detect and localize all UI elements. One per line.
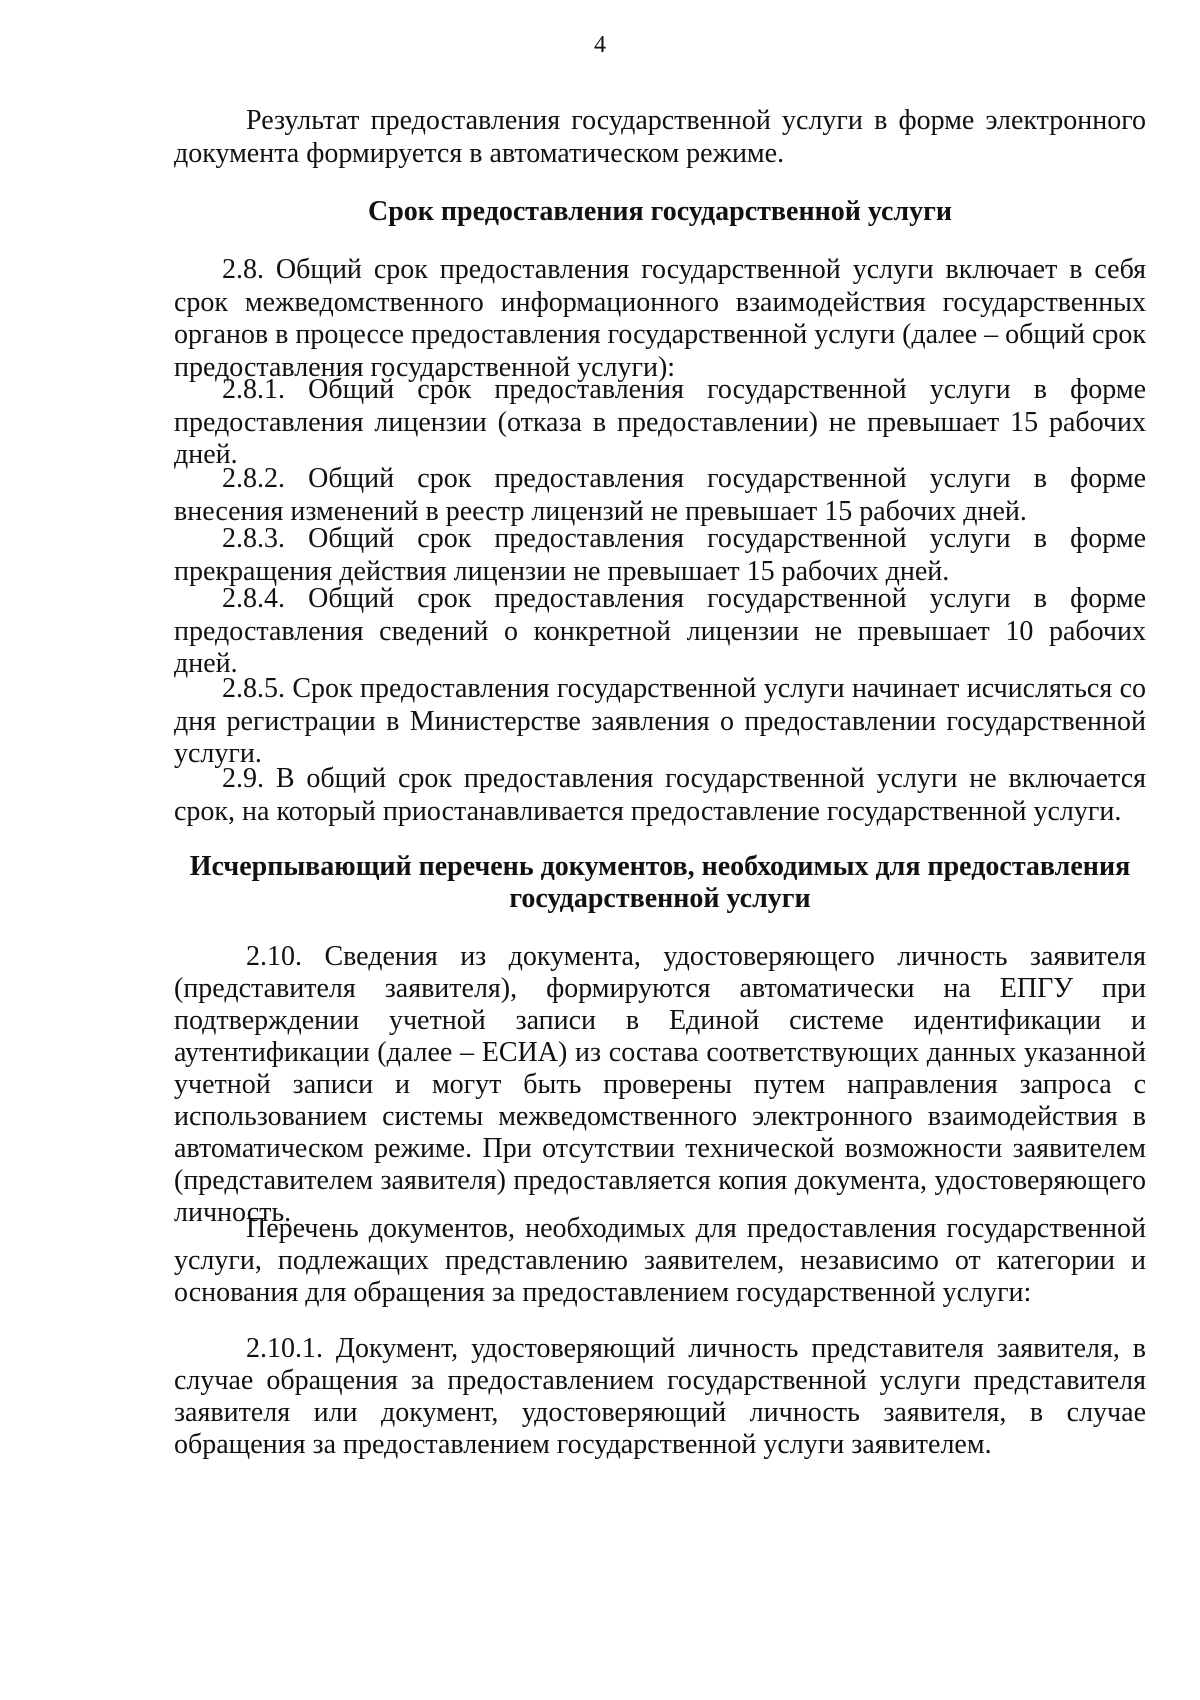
section-heading-service-term: Срок предоставления государственной услуги [368,196,952,227]
page-number: 4 [594,32,606,58]
paragraph-2-8: 2.8. Общий срок предоставления государственной услуги включает в себя срок межведомственного информационного взаимодействия государственных органов в процессе предоставления государственной услуги (далее – общий срок предоставления государственной услуги): [174,254,1146,383]
section-heading-documents-line-2: государственной услуги [509,883,811,914]
paragraph-2-8-5: 2.8.5. Срок предоставления государственной услуги начинает исчисляться со дня регистрации в Министерстве заявления о предоставлении государственной услуги. [174,673,1146,770]
paragraph-2-9: 2.9. В общий срок предоставления государственной услуги не включается срок, на который приостанавливается предоставление государственной услуги. [174,763,1146,827]
paragraph-2-8-2: 2.8.2. Общий срок предоставления государственной услуги в форме внесения изменений в реестр лицензий не превышает 15 рабочих дней. [174,463,1146,527]
paragraph-documents-list-intro: Перечень документов, необходимых для предоставления государственной услуги, подлежащих представлению заявителем, независимо от категории и основания для обращения за предоставлением государственной услуги: [174,1213,1146,1308]
intro-paragraph: Результат предоставления государственной услуги в форме электронного документа формируется в автоматическом режиме. [174,105,1146,169]
paragraph-2-8-4: 2.8.4. Общий срок предоставления государственной услуги в форме предоставления сведений о конкретной лицензии не превышает 10 рабочих дней. [174,583,1146,680]
paragraph-2-10: 2.10. Сведения из документа, удостоверяющего личность заявителя (представителя заявителя), формируются автоматически на ЕПГУ при подтверждении учетной записи в Единой системе идентификации и аутентификации (далее – ЕСИА) из состава соответствующих данных указанной учетной записи и могут быть проверены путем направления запроса с использованием системы межведомственного электронного взаимодействия в автоматическом режиме. При отсутствии технической возможности заявителем (представителем заявителя) предоставляется копия документа, удостоверяющего личность. [174,941,1146,1228]
paragraph-2-8-3: 2.8.3. Общий срок предоставления государственной услуги в форме прекращения действия лицензии не превышает 15 рабочих дней. [174,523,1146,587]
section-heading-documents-line-1: Исчерпывающий перечень документов, необходимых для предоставления [189,851,1131,882]
paragraph-2-10-1: 2.10.1. Документ, удостоверяющий личность представителя заявителя, в случае обращения за предоставлением государственной услуги представителя заявителя или документ, удостоверяющий личность заявителя, в случае обращения за предоставлением государственной услуги заявителем. [174,1333,1146,1460]
paragraph-2-8-1: 2.8.1. Общий срок предоставления государственной услуги в форме предоставления лицензии (отказа в предоставлении) не превышает 15 рабочих дней. [174,374,1146,471]
